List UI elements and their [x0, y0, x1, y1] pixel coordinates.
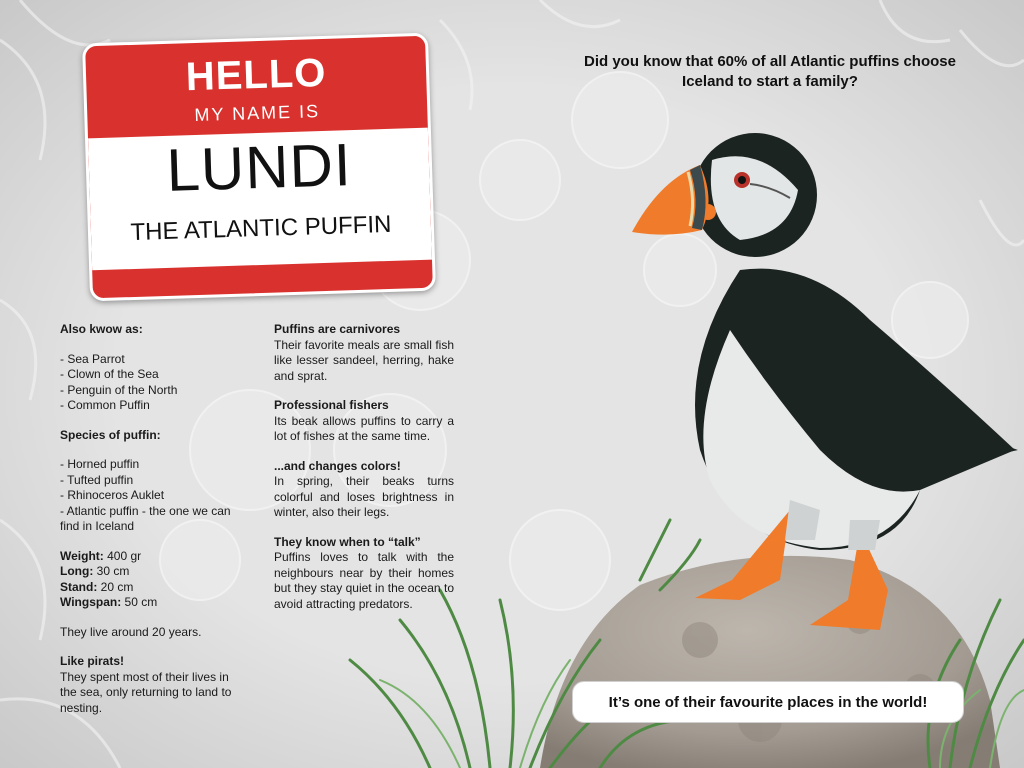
- left-column: [60, 322, 246, 730]
- species-list: [60, 457, 246, 535]
- fact-headline: Did you know that 60% of all Atlantic puffins choose Iceland to start a family?: [584, 53, 956, 90]
- list-item: - Tufted puffin: [60, 472, 134, 487]
- section-heading: They know when to “talk”: [274, 534, 421, 549]
- tag-name: LUNDI: [165, 131, 353, 204]
- pirates-body: They spent most of their lives in the sea, only returning to land to nesting.: [60, 669, 232, 715]
- fact-section: [274, 398, 454, 445]
- callout-box: [572, 681, 964, 723]
- section-body: Their favorite meals are small fish like lesser sandeel, herring, hake and sprat.: [274, 337, 454, 383]
- section-heading: ...and changes colors!: [274, 458, 401, 473]
- stat-value: 50 cm: [121, 595, 158, 609]
- fact-section: [274, 535, 454, 613]
- section-body: Its beak allows puffins to carry a lot of fishes at the same time.: [274, 413, 454, 443]
- puffin-illustration: [620, 120, 1024, 680]
- stat-label: Weight:: [60, 548, 104, 563]
- aka-list: [60, 352, 246, 414]
- list-item: - Sea Parrot: [60, 351, 125, 366]
- species-heading: Species of puffin:: [60, 427, 161, 442]
- stat-row: [60, 595, 157, 609]
- right-column: [274, 322, 454, 626]
- stat-label: Long:: [60, 564, 94, 578]
- list-item: - Horned puffin: [60, 457, 140, 471]
- fact-section: [274, 322, 454, 384]
- pirates-heading: Like pirats!: [60, 654, 125, 668]
- stat-value: 400 gr: [103, 548, 142, 563]
- section-heading: Professional fishers: [274, 398, 389, 412]
- tag-hello: HELLO: [185, 50, 328, 100]
- lifespan: They live around 20 years.: [60, 624, 202, 639]
- stat-row: [60, 549, 141, 563]
- tag-descriptor: THE ATLANTIC PUFFIN: [130, 210, 392, 247]
- tag-white-panel: [88, 128, 432, 271]
- section-body: In spring, their beaks turns colorful and loses brightness in winter, also their legs.: [274, 474, 454, 519]
- list-item: - Atlantic puffin - the one we can find in Iceland: [60, 503, 231, 533]
- list-item: - Common Puffin: [60, 398, 150, 412]
- section-body: Puffins loves to talk with the neighbours near by their homes but they stay quiet in the ocean to avoid attracting predators.: [274, 550, 454, 611]
- stat-value: 30 cm: [93, 564, 130, 578]
- list-item: - Rhinoceros Auklet: [60, 488, 165, 502]
- section-heading: Puffins are carnivores: [274, 322, 401, 336]
- stat-row: [60, 564, 129, 578]
- list-item: - Clown of the Sea: [60, 367, 159, 381]
- list-item: - Penguin of the North: [60, 382, 178, 397]
- stat-row: [60, 580, 133, 594]
- aka-heading: Also kwow as:: [60, 322, 143, 336]
- stat-label: Stand:: [60, 579, 98, 594]
- stat-label: Wingspan:: [60, 595, 122, 609]
- fact-section: [274, 459, 454, 521]
- stat-value: 20 cm: [97, 579, 134, 594]
- name-tag: [82, 33, 436, 302]
- stats-block: [60, 549, 246, 611]
- callout-text: It’s one of their favourite places in the world!: [608, 693, 928, 711]
- tag-my-name-is: MY NAME IS: [194, 101, 321, 125]
